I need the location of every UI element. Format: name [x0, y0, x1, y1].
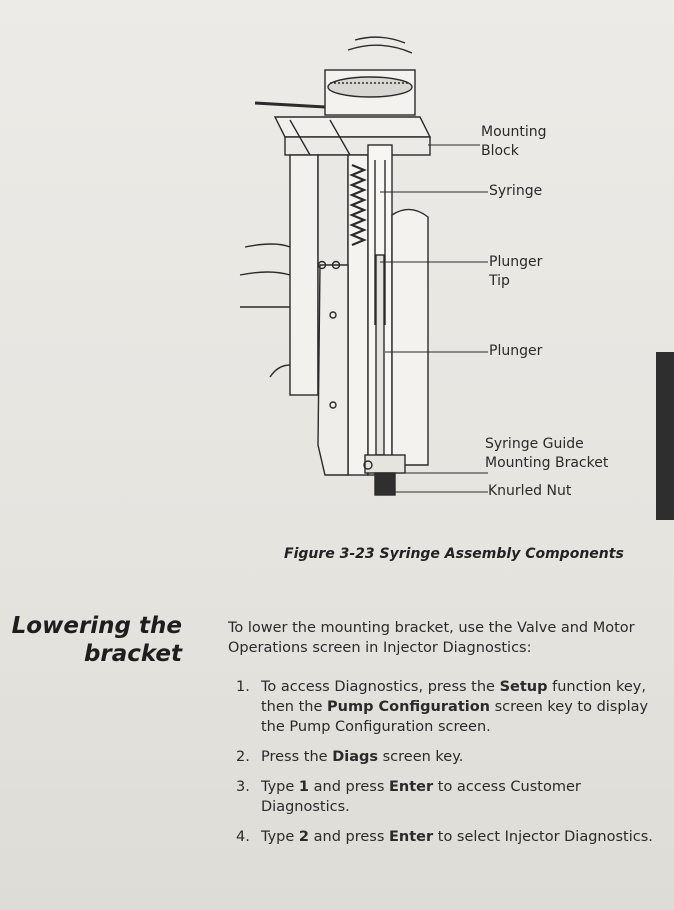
step-text: screen key. — [378, 749, 464, 765]
key-name: 2 — [298, 829, 310, 845]
callout-text: Block — [481, 143, 519, 159]
callout-text: Plunger — [489, 343, 543, 359]
callout-text: Mounting — [481, 124, 547, 140]
step-item — [236, 777, 656, 817]
section-heading-line: bracket — [83, 641, 182, 667]
key-name: Pump Configuration — [327, 699, 490, 715]
step-number: 1. — [236, 679, 250, 695]
step-text: to access Customer Diagnostics. — [261, 779, 581, 815]
callout-knurled-nut — [488, 482, 571, 501]
callout-plunger-tip — [489, 253, 542, 291]
step-text: to select Injector Diagnostics. — [433, 829, 653, 845]
callout-text: Syringe Guide — [485, 436, 584, 452]
step-number: 4. — [236, 829, 250, 845]
callout-text: Plunger — [489, 254, 543, 270]
syringe-assembly-figure — [230, 25, 650, 525]
page-edge-tab — [656, 352, 674, 520]
step-text: Type — [261, 829, 299, 845]
callout-plunger — [489, 342, 542, 361]
step-item — [236, 677, 656, 737]
step-text: Press the — [261, 749, 333, 765]
key-name: Enter — [389, 829, 434, 845]
key-name: Enter — [389, 779, 434, 795]
callout-syringe-guide-bracket — [485, 435, 608, 473]
key-name: Setup — [499, 679, 548, 695]
syringe-assembly-drawing — [230, 25, 490, 525]
step-item — [236, 747, 656, 767]
figure-caption: Figure 3-23 Syringe Assembly Components — [284, 546, 624, 562]
step-text: To access Diagnostics, press the — [261, 679, 500, 695]
step-text: and press — [309, 779, 389, 795]
intro-paragraph: To lower the mounting bracket, use the Valve and Motor Operations screen in Injector Diagnostics: — [228, 620, 635, 656]
key-name: Diags — [332, 749, 378, 765]
callout-mounting-block — [481, 123, 547, 161]
key-name: 1 — [298, 779, 310, 795]
section-heading — [10, 612, 182, 668]
step-number: 2. — [236, 749, 250, 765]
procedure-steps — [236, 677, 656, 857]
step-text: Type — [261, 779, 299, 795]
callout-text: Knurled Nut — [488, 483, 572, 499]
step-text: function key, then the — [261, 679, 646, 715]
callout-text: Tip — [489, 273, 510, 289]
step-text: screen key to display the Pump Configuration screen. — [261, 699, 649, 735]
step-item — [236, 827, 656, 847]
step-number: 3. — [236, 779, 250, 795]
section-heading-line: Lowering the — [11, 613, 182, 639]
step-text: and press — [309, 829, 389, 845]
callout-text: Mounting Bracket — [485, 455, 609, 471]
callout-syringe — [489, 182, 542, 201]
callout-text: Syringe — [489, 183, 543, 199]
